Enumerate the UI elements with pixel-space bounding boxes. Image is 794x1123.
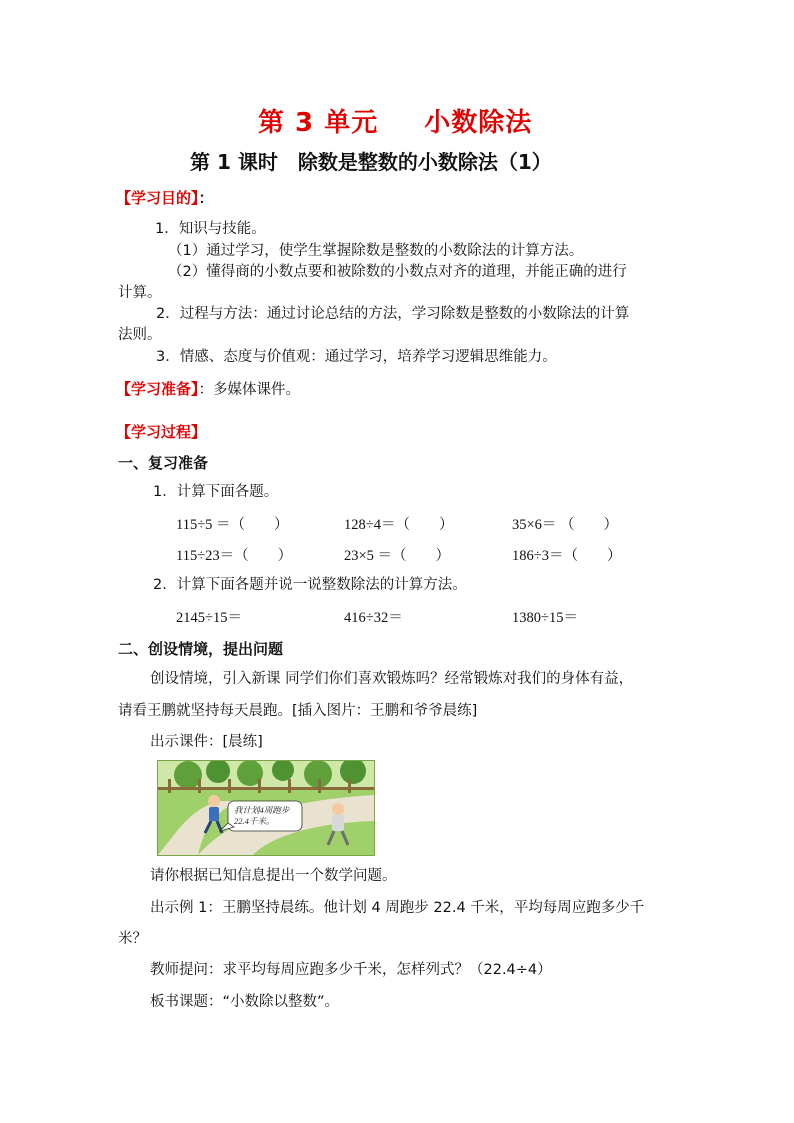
part2-paragraph-6: 板书课题：“小数除以整数”。	[150, 994, 340, 1010]
objective-item-1a: （1）通过学习，使学生掌握除数是整数的小数除法的计算方法。	[168, 243, 584, 259]
part2-paragraph-3: 请你根据已知信息提出一个数学问题。	[150, 868, 397, 884]
exercise-row-1	[176, 513, 618, 534]
objective-item-1b-line2: 计算。	[118, 285, 162, 301]
unit-number: 第 3 单元	[258, 108, 379, 138]
exercise-item: 115÷5 ＝（ ）	[176, 517, 289, 533]
preparation-line	[116, 378, 300, 401]
part2-heading: 二、创设情境，提出问题	[118, 640, 284, 658]
part2-paragraph-4-line2: 米？	[118, 931, 147, 947]
morning-run-illustration	[157, 760, 375, 856]
lesson-subtitle: 第 1 课时 除数是整数的小数除法（1）	[190, 150, 552, 174]
exercise-item: 128÷4＝（ ）	[344, 517, 454, 533]
bubble-line-2: 22.4千米。	[234, 816, 275, 826]
part2-paragraph-4-line1: 出示例 1：王鹏坚持晨练。他计划 4 周跑步 22.4 千米，平均每周应跑多少千	[150, 900, 645, 916]
part1-heading: 一、复习准备	[118, 454, 209, 472]
process-heading: 【学习过程】	[116, 423, 207, 441]
unit-name: 小数除法	[424, 108, 533, 138]
unit-title	[258, 102, 532, 139]
objective-item-2-line1: 2．过程与方法：通过讨论总结的方法，学习除数是整数的小数除法的计算	[156, 306, 630, 322]
speech-bubble-text	[234, 805, 289, 827]
exercise-item: 23×5 ＝（ ）	[344, 548, 451, 564]
objectives-colon: ：	[198, 189, 214, 207]
part2-paragraph-2: 出示课件：[晨练]	[150, 734, 263, 750]
exercise-item: 2145÷15＝	[176, 610, 242, 626]
preparation-heading: 【学习准备】	[116, 380, 199, 398]
objectives-heading-line	[116, 187, 214, 208]
part2-paragraph-1-line1: 创设情境，引入新课 同学们你们喜欢锻炼吗？经常锻炼对我们的身体有益，	[150, 671, 634, 687]
objective-item-3: 3．情感、态度与价值观：通过学习，培养学习逻辑思维能力。	[156, 349, 557, 365]
exercise-item: 186÷3＝（ ）	[512, 548, 622, 564]
exercise-row-2	[176, 544, 621, 565]
preparation-text: ：多媒体课件。	[198, 382, 301, 398]
part1-question-1: 1．计算下面各题。	[153, 484, 279, 500]
exercise-item: 35×6＝ （ ）	[512, 517, 619, 533]
objective-item-2-line2: 法则。	[118, 327, 162, 343]
objective-item-1b-line1: （2）懂得商的小数点要和被除数的小数点对齐的道理，并能正确的进行	[168, 264, 627, 280]
exercise-item: 416÷32＝	[344, 610, 403, 626]
objectives-heading: 【学习目的】	[116, 189, 199, 207]
objective-item-1: 1．知识与技能。	[155, 221, 266, 237]
part2-paragraph-5: 教师提问：求平均每周应跑多少千米，怎样列式？（22.4÷4）	[150, 962, 552, 978]
bubble-line-1: 我计划4周跑步	[234, 805, 290, 815]
exercise-row-3	[176, 606, 578, 627]
exercise-item: 115÷23＝（ ）	[176, 548, 293, 564]
part1-question-2: 2．计算下面各题并说一说整数除法的计算方法。	[153, 577, 467, 593]
part2-paragraph-1-line2: 请看王鹏就坚持每天晨跑。[插入图片：王鹏和爷爷晨练]	[118, 703, 478, 719]
exercise-item: 1380÷15＝	[512, 610, 578, 626]
